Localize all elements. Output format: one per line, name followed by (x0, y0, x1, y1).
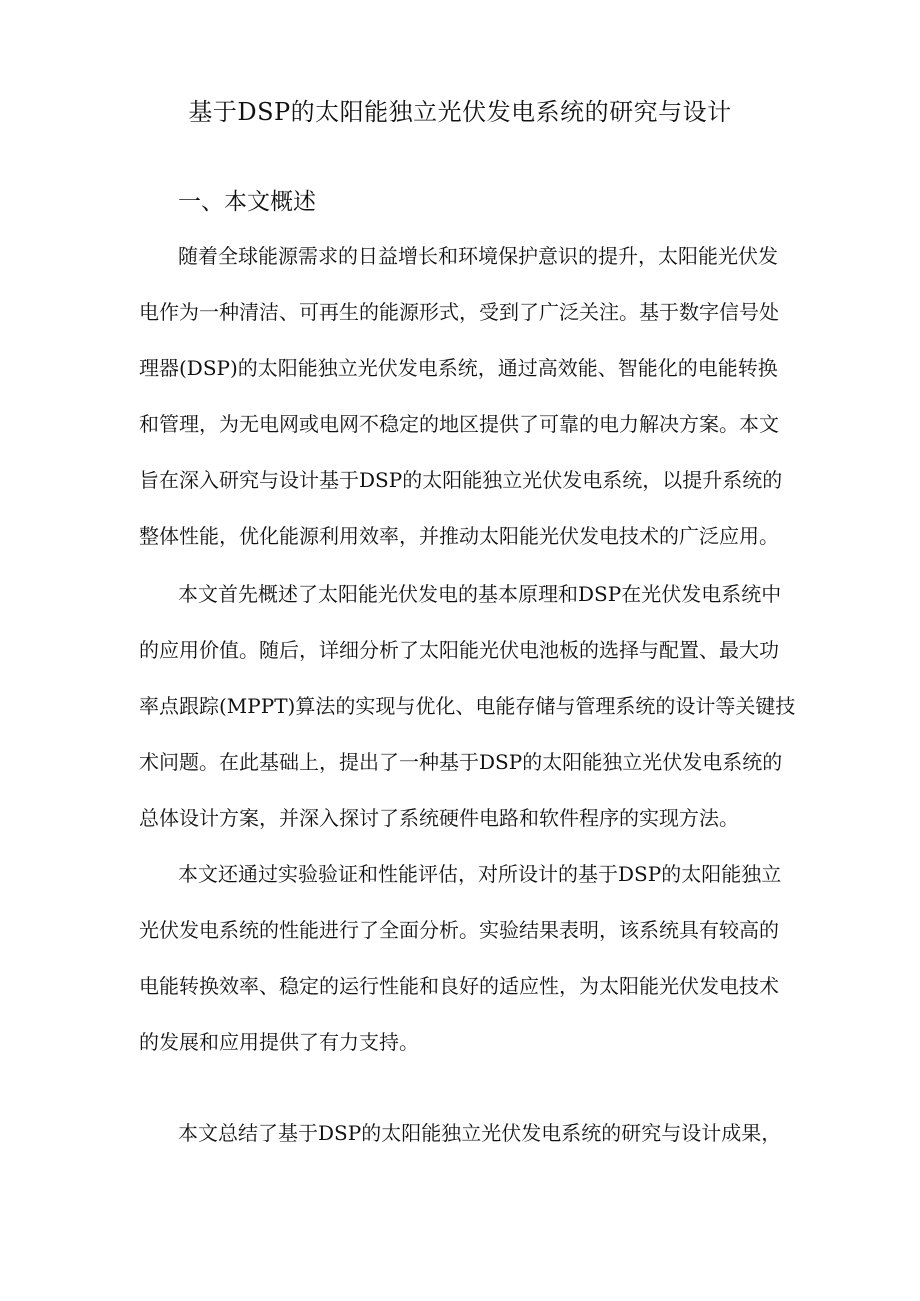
paragraph-4-line-1: 本文总结了基于DSP的太阳能独立光伏发电系统的研究与设计成果， (178, 1121, 782, 1145)
paragraph-3-line-2: 光伏发电系统的性能进行了全面分析。实验结果表明，该系统具有较高的 (139, 918, 779, 942)
paragraph-2-line-2: 的应用价值。随后，详细分析了太阳能光伏电池板的选择与配置、最大功 (139, 638, 779, 662)
paragraph-2-line-4: 术问题。在此基础上，提出了一种基于DSP的太阳能独立光伏发电系统的 (139, 750, 783, 774)
paragraph-1-line-1: 随着全球能源需求的日益增长和环境保护意识的提升，太阳能光伏发 (178, 244, 778, 268)
paragraph-1-line-3: 理器(DSP)的太阳能独立光伏发电系统，通过高效能、智能化的电能转换 (139, 356, 778, 380)
paragraph-1-line-6: 整体性能，优化能源利用效率，并推动太阳能光伏发电技术的广泛应用。 (139, 524, 779, 548)
paragraph-1-line-4: 和管理，为无电网或电网不稳定的地区提供了可靠的电力解决方案。本文 (139, 412, 779, 436)
paragraph-1-line-5: 旨在深入研究与设计基于DSP的太阳能独立光伏发电系统，以提升系统的 (139, 468, 783, 492)
paragraph-2-line-5: 总体设计方案，并深入探讨了系统硬件电路和软件程序的实现方法。 (139, 806, 739, 830)
paragraph-1-line-2: 电作为一种清洁、可再生的能源形式，受到了广泛关注。基于数字信号处 (139, 300, 779, 324)
paragraph-3-line-3: 电能转换效率、稳定的运行性能和良好的适应性，为太阳能光伏发电技术 (139, 974, 779, 998)
paragraph-3-line-1: 本文还通过实验验证和性能评估，对所设计的基于DSP的太阳能独立 (178, 862, 782, 886)
paragraph-2-line-1: 本文首先概述了太阳能光伏发电的基本原理和DSP在光伏发电系统中 (178, 582, 782, 606)
section-heading: 一、本文概述 (178, 189, 316, 215)
paragraph-2-line-3: 率点跟踪(MPPT)算法的实现与优化、电能存储与管理系统的设计等关键技 (139, 694, 796, 718)
document-title: 基于DSP的太阳能独立光伏发电系统的研究与设计 (188, 98, 732, 126)
paragraph-3-line-4: 的发展和应用提供了有力支持。 (139, 1030, 419, 1054)
